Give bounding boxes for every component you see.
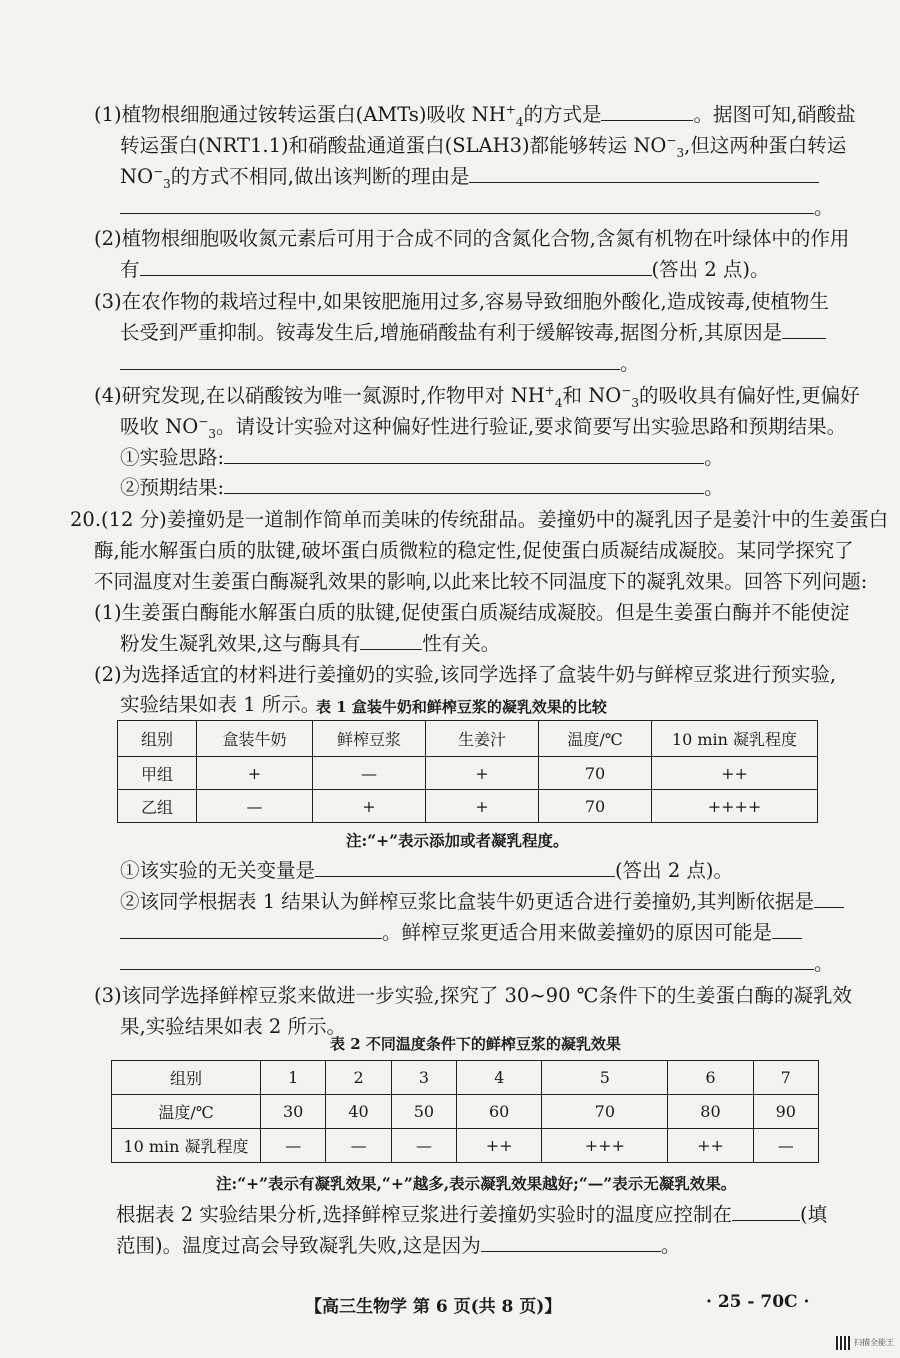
table2-cell: 1: [261, 1061, 326, 1095]
q20-intro-line1: 20.(12 分)姜撞奶是一道制作简单而美味的传统甜品。姜撞奶中的凝乳因子是姜汁中的生姜蛋白: [70, 508, 889, 531]
table2-cell: 温度/℃: [112, 1095, 261, 1129]
table1-header-cell: 生姜汁: [426, 721, 539, 757]
table2-cell: 10 min 凝乳程度: [112, 1129, 261, 1163]
table2-cell: 70: [542, 1095, 668, 1129]
q19-part1-line2: 转运蛋白(NRT1.1)和硝酸盐通道蛋白(SLAH3)都能够转运 $NO^-_3$,但这两种蛋白转运: [120, 133, 847, 160]
q20-part2-line1: (2)为选择适宜的材料进行姜撞奶的实验,该同学选择了盒装牛奶与鲜榨豆浆进行预实验,: [94, 663, 837, 686]
table-row: [118, 790, 818, 823]
table2-cell: 60: [457, 1095, 542, 1129]
q19-part3-line2: 长受到严重抑制。铵毒发生后,增施硝酸盐有利于缓解铵毒,据图分析,其原因是: [120, 318, 826, 348]
table1-cell: ++++: [652, 790, 818, 823]
table1-cell: —: [197, 790, 313, 823]
q19-part4-line1: (4)研究发现,在以硝酸铵为唯一氮源时,作物甲对 $NH^+_4$和 $NO^-_3$的吸收具有偏好性,更偏好: [94, 383, 860, 410]
table2-cell: 6: [668, 1061, 753, 1095]
footer-page-info: 【高三生物学 第 6 页(共 8 页)】: [305, 1297, 562, 1317]
table1-cell: ++: [652, 757, 818, 790]
table-row: [112, 1061, 819, 1095]
q19-part1-line4: 。: [120, 193, 834, 223]
table2-cell: 4: [457, 1061, 542, 1095]
table1-cell: 甲组: [118, 757, 197, 790]
table1: [117, 720, 818, 823]
q19-part4-line2: 吸收 $NO^-_3$。请设计实验对这种偏好性进行验证,要求简要写出实验思路和预期结果。: [120, 414, 847, 441]
table2-cell: 3: [391, 1061, 456, 1095]
footer-code: · 25 - 70C ·: [706, 1292, 810, 1312]
table1-header-cell: 组别: [118, 721, 197, 757]
qr-code-icon: [836, 1336, 850, 1350]
table2-cell: 2: [326, 1061, 391, 1095]
table2-cell: 80: [668, 1095, 753, 1129]
table1-header-cell: 温度/℃: [539, 721, 652, 757]
table1-header-cell: 鲜榨豆浆: [313, 721, 426, 757]
q20-intro-line2: 酶,能水解蛋白质的肽键,破坏蛋白质微粒的稳定性,促使蛋白质凝结成凝胶。某同学探究了: [94, 539, 854, 562]
q19-part4-answer-result: ②预期结果: 。: [120, 473, 724, 503]
table1-cell: —: [313, 757, 426, 790]
table1-caption: 表 1 盒装牛奶和鲜榨豆浆的凝乳效果的比较: [316, 698, 607, 716]
q20-intro-line3: 不同温度对生姜蛋白酶凝乳效果的影响,以此来比较不同温度下的凝乳效果。回答下列问题:: [94, 570, 868, 593]
table2-caption: 表 2 不同温度条件下的鲜榨豆浆的凝乳效果: [330, 1035, 621, 1053]
watermark-label: 扫描全能王: [854, 1338, 894, 1347]
table2-cell: —: [391, 1129, 456, 1163]
q19-part1-line1: (1)植物根细胞通过铵转运蛋白(AMTs)吸收 $NH^+_4$的方式是 。据图可知,硝酸盐: [94, 100, 856, 130]
table1-note: 注:“+”表示添加或者凝乳程度。: [346, 831, 569, 850]
q20-part1-line1: (1)生姜蛋白酶能水解蛋白质的肽键,促使蛋白质凝结成凝胶。但是生姜蛋白酶并不能使淀: [94, 601, 850, 624]
q19-part1-line3: $NO^-_3$的方式不相同,做出该判断的理由是: [120, 162, 819, 192]
table1-cell: +: [313, 790, 426, 823]
table2: [111, 1060, 819, 1163]
q19-part2-line2: 有 (答出 2 点)。: [120, 255, 770, 285]
q20-part2-q2-line1: ②该同学根据表 1 结果认为鲜榨豆浆比盒装牛奶更适合进行姜撞奶,其判断依据是: [120, 887, 844, 917]
q20-part3-question-line1: 根据表 2 实验结果分析,选择鲜榨豆浆进行姜撞奶实验时的温度应控制在 (填: [116, 1200, 827, 1230]
table1-header-cell: 10 min 凝乳程度: [652, 721, 818, 757]
table1-header-cell: 盒装牛奶: [197, 721, 313, 757]
table2-cell: 5: [542, 1061, 668, 1095]
q20-part2-q1: ①该实验的无关变量是 (答出 2 点)。: [120, 856, 733, 886]
q20-part2-q2-line2: 。鲜榨豆浆更适合用来做姜撞奶的原因可能是: [120, 918, 802, 948]
table1-cell: 70: [539, 790, 652, 823]
table2-cell: ++: [668, 1129, 753, 1163]
q20-part1-line2: 粉发生凝乳效果,这与酶具有 性有关。: [120, 629, 500, 659]
table2-cell: 50: [391, 1095, 456, 1129]
table2-cell: 30: [261, 1095, 326, 1129]
table2-note: 注:“+”表示有凝乳效果,“+”越多,表示凝乳效果越好;“—”表示无凝乳效果。: [216, 1174, 737, 1193]
q20-part2-q2-line3: 。: [120, 949, 834, 979]
table1-cell: +: [426, 790, 539, 823]
q19-part4-answer-idea: ①实验思路: 。: [120, 443, 724, 473]
table1-cell: +: [426, 757, 539, 790]
q19-part3-line3: 。: [120, 349, 640, 379]
table-row: [112, 1095, 819, 1129]
q20-part3-question-line2: 范围)。温度过高会导致凝乳失败,这是因为 。: [116, 1231, 680, 1261]
table2-cell: —: [326, 1129, 391, 1163]
table2-cell: —: [261, 1129, 326, 1163]
table2-cell: 组别: [112, 1061, 261, 1095]
q19-part3-line1: (3)在农作物的栽培过程中,如果铵肥施用过多,容易导致细胞外酸化,造成铵毒,使植物生: [94, 290, 829, 313]
table2-cell: ++: [457, 1129, 542, 1163]
table1-cell: 乙组: [118, 790, 197, 823]
table-row: [112, 1129, 819, 1163]
q20-part3-line1: (3)该同学选择鲜榨豆浆来做进一步实验,探究了 30~90 ℃条件下的生姜蛋白酶的凝乳效: [94, 984, 852, 1007]
table2-cell: 40: [326, 1095, 391, 1129]
table-row: [118, 757, 818, 790]
table2-cell: 7: [753, 1061, 818, 1095]
table2-cell: +++: [542, 1129, 668, 1163]
table1-cell: +: [197, 757, 313, 790]
table1-header-row: [118, 721, 818, 757]
table2-cell: —: [753, 1129, 818, 1163]
q20-part3-line2: 果,实验结果如表 2 所示。: [120, 1015, 347, 1038]
q20-part2-line2: 实验结果如表 1 所示。: [120, 693, 321, 716]
q19-part2-line1: (2)植物根细胞吸收氮元素后可用于合成不同的含氮化合物,含氮有机物在叶绿体中的作用: [94, 227, 850, 250]
table1-cell: 70: [539, 757, 652, 790]
table2-cell: 90: [753, 1095, 818, 1129]
